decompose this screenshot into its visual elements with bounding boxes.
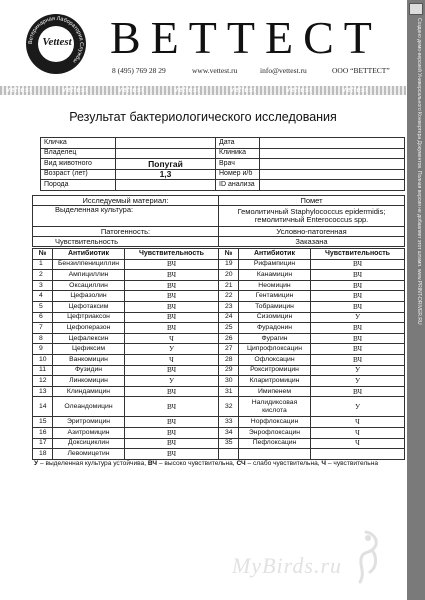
antibiotic-number: 25 (219, 323, 239, 334)
antibiotic-name: Ципрофлоксацин (239, 344, 311, 355)
converter-stamp-text: Создано демо-версией Универсального Конвертера Документов. Полная версия не добавляет этот штамп. www.PRINT-DRIVER.RU (416, 18, 422, 325)
sensitivity-value: ВЧ (311, 323, 405, 334)
antibiotic-name: Кларитромицин (239, 376, 311, 387)
antibiotic-number: 31 (219, 386, 239, 397)
table-header-row (33, 249, 405, 260)
table-row (33, 323, 405, 334)
antibiotic-number: 16 (33, 427, 53, 438)
sensitivity-value: ВЧ (125, 397, 219, 417)
antibiotic-name: Левомицетин (53, 449, 125, 460)
legend-text: – высоко чувствительна, (157, 460, 237, 467)
material-value: Помет (219, 196, 405, 206)
material-label: Исследуемый материал: (33, 196, 219, 206)
info-value (260, 169, 405, 180)
column-header: Чувствительность (311, 249, 405, 260)
antibiotic-name: Офлоксацин (239, 354, 311, 365)
sensitivity-value: У (311, 365, 405, 376)
info-value (260, 180, 405, 191)
antibiotic-number: 3 (33, 280, 53, 291)
antibiotic-name: Ванкомицин (53, 354, 125, 365)
antibiotic-name: Цефалексин (53, 333, 125, 344)
sensitivity-value: Ч (311, 417, 405, 428)
sensitivity-label: Чувствительность (33, 237, 219, 247)
legend-key: Ч (321, 460, 327, 467)
antibiotic-name: Фурадонин (239, 323, 311, 334)
printer-icon (409, 3, 423, 15)
antibiotic-number: 4 (33, 291, 53, 302)
column-header: № (33, 249, 53, 260)
info-label: Возраст (лет) (41, 169, 116, 180)
antibiotic-number: 7 (33, 323, 53, 334)
email-link[interactable]: info@vettest.ru (260, 66, 307, 75)
antibiotic-name: Неомицин (239, 280, 311, 291)
antibiotic-number (219, 449, 239, 460)
info-value (260, 138, 405, 149)
band-word: vettest (6, 87, 33, 94)
antibiotic-number: 23 (219, 301, 239, 312)
antibiotic-name (239, 449, 311, 460)
sensitivity-value: ВЧ (311, 333, 405, 344)
antibiotic-name: Азитромицин (53, 427, 125, 438)
table-row (33, 333, 405, 344)
antibiotic-name: Эритромицин (53, 417, 125, 428)
table-row (41, 169, 405, 180)
antibiotics-body (33, 249, 405, 460)
website-link[interactable]: www.vettest.ru (192, 66, 238, 75)
legend (34, 460, 414, 467)
antibiotic-name: Энрофлоксацин (239, 427, 311, 438)
sensitivity-value: ВЧ (125, 291, 219, 302)
info-label: Врач (216, 159, 260, 170)
logo-text: Vettest (42, 36, 72, 48)
info-label: Номер и/б (216, 169, 260, 180)
antibiotic-name: Сизомицин (239, 312, 311, 323)
antibiotic-number: 28 (219, 354, 239, 365)
sensitivity-value: ВЧ (125, 259, 219, 270)
antibiotic-number: 27 (219, 344, 239, 355)
sensitivity-value: ВЧ (125, 312, 219, 323)
info-value (116, 138, 216, 149)
sensitivity-value: У (125, 344, 219, 355)
table-row (33, 344, 405, 355)
antibiotic-number: 8 (33, 333, 53, 344)
table-row (33, 227, 405, 237)
sensitivity-value: ВЧ (125, 365, 219, 376)
sensitivity-value: У (311, 312, 405, 323)
band-word: vettest (118, 87, 145, 94)
antibiotic-name: Бензилпенициллин (53, 259, 125, 270)
sensitivity-value: ВЧ (311, 301, 405, 312)
table-row (33, 280, 405, 291)
sensitivity-value (311, 449, 405, 460)
sensitivity-value: Заказана (219, 237, 405, 247)
legend-text: – слабо чувствительна, (245, 460, 322, 467)
antibiotic-number: 20 (219, 270, 239, 281)
table-row (33, 427, 405, 438)
antibiotic-name: Фузидин (53, 365, 125, 376)
brand-name: ВЕТТЕСТ (110, 12, 382, 63)
antibiotic-name: Тобрамицин (239, 301, 311, 312)
sensitivity-value: ВЧ (125, 386, 219, 397)
watermark: MyBirds.ru (232, 553, 343, 578)
pathogenicity-value: Условно-патогенная (219, 227, 405, 237)
table-row (33, 365, 405, 376)
company-name: ООО “ВЕТТЕСТ” (332, 66, 390, 75)
info-value (116, 148, 216, 159)
antibiotic-name: Канамицин (239, 270, 311, 281)
antibiotic-name: Доксициклин (53, 438, 125, 449)
column-header: № (219, 249, 239, 260)
sensitivity-value: ВЧ (311, 291, 405, 302)
antibiotic-number: 32 (219, 397, 239, 417)
sensitivity-value: Ч (311, 427, 405, 438)
info-label: Порода (41, 180, 116, 191)
pathogenicity-label: Патогенность: (33, 227, 219, 237)
logo-ring-text: Ветеринарная Лаборатория Службы (27, 15, 85, 64)
table-row (33, 270, 405, 281)
table-row (33, 259, 405, 270)
antibiotic-number: 17 (33, 438, 53, 449)
antibiotic-name: Рифампицин (239, 259, 311, 270)
legend-text: – чувствительна (326, 460, 379, 467)
band-word: vettest (230, 87, 257, 94)
antibiotic-name: Норфлоксацин (239, 417, 311, 428)
antibiotic-name: Оксациллин (53, 280, 125, 291)
antibiotic-number: 19 (219, 259, 239, 270)
brand-band (0, 86, 406, 95)
antibiotic-number: 14 (33, 397, 53, 417)
species-value: Попугай (116, 159, 216, 170)
table-row (33, 376, 405, 387)
info-value (260, 159, 405, 170)
sensitivity-value: ВЧ (311, 270, 405, 281)
info-label: Дата (216, 138, 260, 149)
sensitivity-value: ВЧ (311, 259, 405, 270)
info-label: Владелец (41, 148, 116, 159)
band-word: vettest (342, 87, 369, 94)
sensitivity-value: У (311, 376, 405, 387)
table-row (41, 148, 405, 159)
sensitivity-value: ВЧ (125, 323, 219, 334)
antibiotic-number: 26 (219, 333, 239, 344)
culture-value: Гемолитичный Staphylococcus epidermidis; гемолитичный Enterococcus spp. (219, 206, 405, 227)
sensitivity-value: Ч (125, 333, 219, 344)
antibiotic-number: 24 (219, 312, 239, 323)
sensitivity-value: ВЧ (311, 386, 405, 397)
table-row (33, 196, 405, 206)
antibiotic-number: 9 (33, 344, 53, 355)
table-row (33, 291, 405, 302)
info-value (116, 180, 216, 191)
band-word: vettest (62, 87, 89, 94)
antibiotic-number: 13 (33, 386, 53, 397)
table-row (33, 449, 405, 460)
bird-icon (346, 528, 386, 588)
band-word: vettest (174, 87, 201, 94)
sensitivity-value: ВЧ (311, 280, 405, 291)
info-label: ID анализа (216, 180, 260, 191)
antibiotics-table (32, 248, 405, 460)
antibiotic-name: Цефиксим (53, 344, 125, 355)
table-row (33, 237, 405, 247)
antibiotic-name: Линкомицин (53, 376, 125, 387)
legend-text: – выделенная культура устойчива, (38, 460, 148, 467)
antibiotic-number: 15 (33, 417, 53, 428)
sensitivity-value: ВЧ (125, 301, 219, 312)
sensitivity-value: ВЧ (125, 438, 219, 449)
antibiotic-name: Налидиксовая кислота (239, 397, 311, 417)
sensitivity-value: ВЧ (125, 280, 219, 291)
antibiotic-number: 5 (33, 301, 53, 312)
table-row (33, 438, 405, 449)
sensitivity-value: У (311, 397, 405, 417)
column-header: Антибиотик (53, 249, 125, 260)
antibiotic-name: Цефоперазон (53, 323, 125, 334)
column-header: Антибиотик (239, 249, 311, 260)
table-row (41, 180, 405, 191)
legend-key: ВЧ (147, 460, 158, 467)
antibiotic-number: 33 (219, 417, 239, 428)
phone-number: 8 (495) 769 28 29 (112, 66, 166, 75)
table-row (33, 397, 405, 417)
antibiotic-number: 29 (219, 365, 239, 376)
sensitivity-value: ВЧ (311, 354, 405, 365)
band-word: vettest (286, 87, 313, 94)
table-row (33, 386, 405, 397)
lab-logo (26, 14, 86, 74)
antibiotic-name: Цефтриаксон (53, 312, 125, 323)
table-row (33, 301, 405, 312)
antibiotic-name: Клиндамицин (53, 386, 125, 397)
info-label: Кличка (41, 138, 116, 149)
sensitivity-value: ВЧ (125, 449, 219, 460)
antibiotic-name: Ампициллин (53, 270, 125, 281)
table-row (41, 159, 405, 170)
sensitivity-value: ВЧ (125, 270, 219, 281)
antibiotic-number: 10 (33, 354, 53, 365)
sensitivity-value: Ч (125, 354, 219, 365)
culture-table (32, 195, 405, 247)
sensitivity-value: У (125, 376, 219, 387)
antibiotic-name: Имипенем (239, 386, 311, 397)
table-row (41, 138, 405, 149)
patient-info-table (40, 137, 405, 191)
column-header: Чувствительность (125, 249, 219, 260)
sensitivity-value: ВЧ (125, 417, 219, 428)
antibiotic-number: 12 (33, 376, 53, 387)
culture-label: Выделенная культура: (33, 206, 219, 227)
antibiotic-number: 22 (219, 291, 239, 302)
antibiotic-number: 18 (33, 449, 53, 460)
legend-key: СЧ (236, 460, 246, 467)
antibiotic-number: 6 (33, 312, 53, 323)
report-title: Результат бактериологического исследования (69, 110, 337, 124)
antibiotic-name: Фурагин (239, 333, 311, 344)
antibiotic-number: 11 (33, 365, 53, 376)
legend-key: У (34, 460, 39, 467)
antibiotic-number: 30 (219, 376, 239, 387)
table-row (33, 312, 405, 323)
sensitivity-value: ВЧ (125, 427, 219, 438)
sensitivity-value: ВЧ (311, 344, 405, 355)
table-row (33, 417, 405, 428)
antibiotic-name: Пефлоксацин (239, 438, 311, 449)
antibiotic-name: Гентамицин (239, 291, 311, 302)
antibiotic-number: 2 (33, 270, 53, 281)
info-value (260, 148, 405, 159)
antibiotic-name: Цефазолин (53, 291, 125, 302)
antibiotic-number: 35 (219, 438, 239, 449)
antibiotic-number: 21 (219, 280, 239, 291)
antibiotic-number: 34 (219, 427, 239, 438)
info-label: Вид животного (41, 159, 116, 170)
antibiotic-number: 1 (33, 259, 53, 270)
table-row (33, 206, 405, 227)
antibiotic-name: Олеандомицин (53, 397, 125, 417)
sensitivity-value: Ч (311, 438, 405, 449)
info-label: Клиника (216, 148, 260, 159)
antibiotic-name: Рокситромицин (239, 365, 311, 376)
table-row (33, 354, 405, 365)
antibiotic-name: Цефотаксим (53, 301, 125, 312)
age-value: 1,3 (116, 169, 216, 180)
